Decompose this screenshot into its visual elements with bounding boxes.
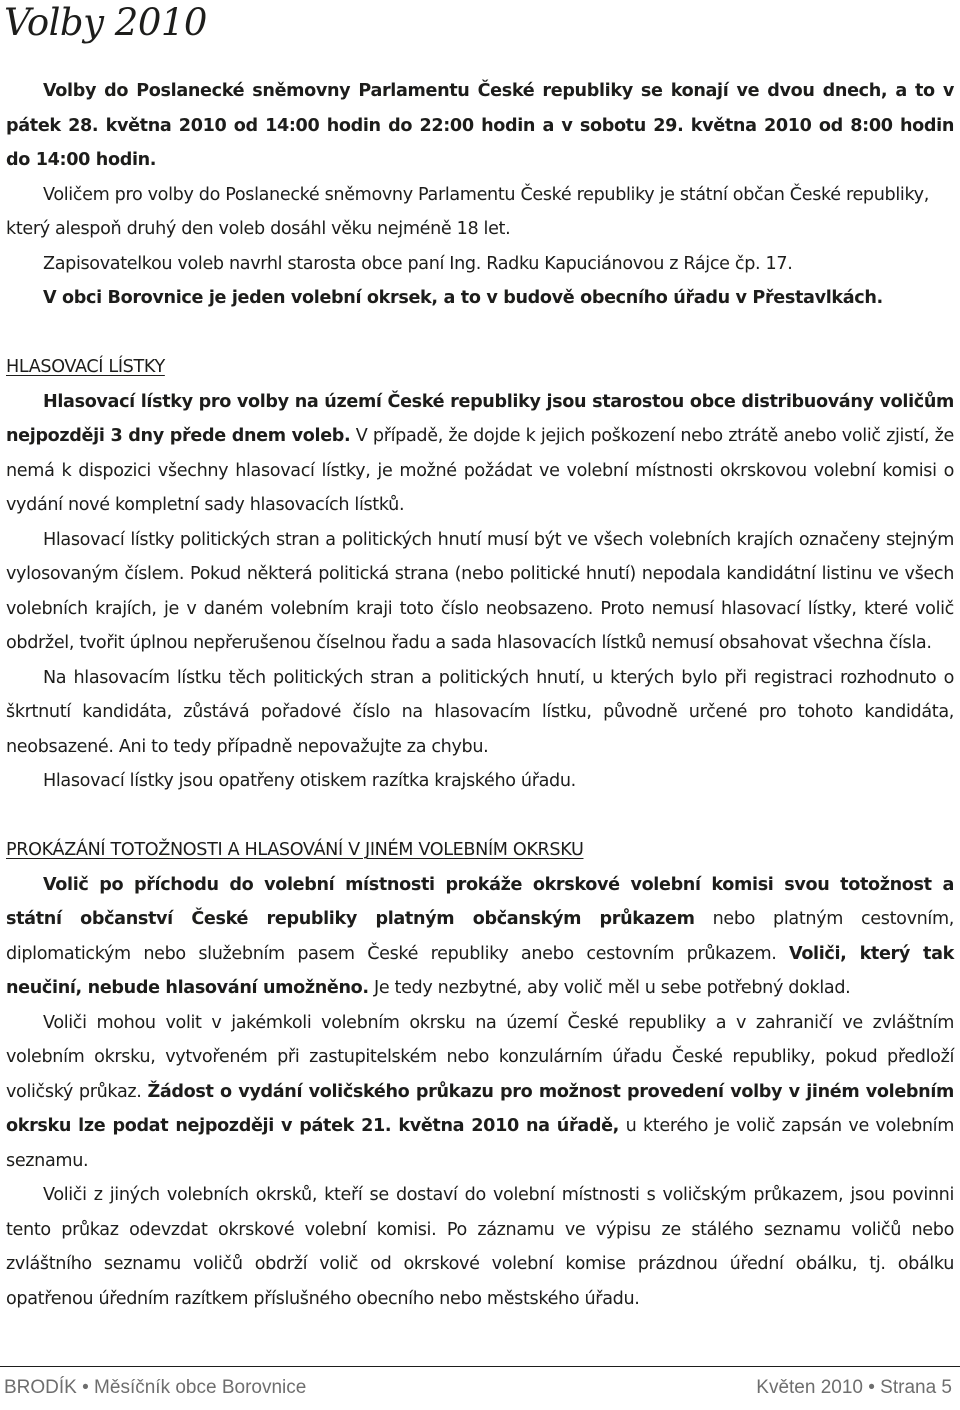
footer-issue-page: Květen 2010 • Strana 5: [756, 1377, 952, 1398]
district-text: V obci Borovnice je jeden volební okrsek, a to v budově obecního úřadu v Přestavlkách.: [43, 288, 883, 308]
footer-divider: [0, 1366, 960, 1367]
ballots-paragraph-distribution: [6, 385, 954, 523]
footer-publication: BRODÍK • Měsíčník obce Borovnice: [4, 1377, 307, 1398]
ballots-distribution-bold: Hlasovací lístky pro volby na území České republiky jsou starostou obce distribuovány voličům nejpozději 3 dny přede dnem voleb.: [6, 391, 954, 446]
ballots-heading: HLASOVACÍ LÍSTKY: [6, 357, 165, 377]
identity-heading: PROKÁZÁNÍ TOTOŽNOSTI A HLASOVÁNÍ V JINÉM VOLEBNÍM OKRSKU: [6, 840, 584, 860]
identity-proof-text: nebo platným cestovním, diplomatickým nebo služebním pasem České republiky anebo cestovním průkazem.: [6, 909, 954, 964]
intro-paragraph-voter: Voličem pro volby do Poslanecké sněmovny Parlamentu České republiky je státní občan České republiky, který alespoň druhý den voleb dosáhl věku nejméně 18 let.: [6, 184, 929, 239]
intro-paragraph-district: [6, 281, 954, 316]
identity-paragraph-voter-card: [6, 1006, 954, 1179]
ballots-paragraph-crossed-out: Na hlasovacím lístku těch politických stran a politických hnutí, u kterých bylo při registraci rozhodnuto o škrtnutí kandidáta, zůstává pořadové číslo na hlasovacím lístku, původně určené pro tohoto kandidáta, neobsazené. Ani to tedy případně nepovažujte za chybu.: [6, 667, 954, 757]
identity-proof-bold: Volič po příchodu do volební místnosti prokáže okrskové volební komisi svou totožnost a státní občanství České republiky platným občanským průkazem: [6, 874, 954, 929]
voter-card-text: Voliči mohou volit v jakémkoli volebním okrsku na území České republiky a v zahraničí ve zvláštním volebním okrsku, vytvořeném při zastupitelském nebo konzulárním úřadu České republiky, pokud předloží voličský průkaz.: [6, 1012, 954, 1102]
article-body: [6, 74, 954, 1316]
intro-paragraph-dates: [6, 74, 954, 178]
identity-document-text: Je tedy nezbytné, aby volič měl u sebe potřebný doklad.: [368, 978, 851, 998]
voter-card-office-text: u kterého je volič zapsán ve volebním seznamu.: [6, 1116, 954, 1171]
ballots-paragraph-stamp: Hlasovací lístky jsou opatřeny otiskem razítka krajského úřadu.: [43, 771, 576, 791]
intro-paragraph-recorder: Zapisovatelkou voleb navrhl starosta obce paní Ing. Radku Kapuciánovou z Rájce čp. 17.: [43, 253, 793, 274]
page-title: Volby 2010: [4, 1, 207, 44]
ballots-paragraph-numbering: Hlasovací lístky politických stran a politických hnutí musí být ve všech volebních krajích označeny stejným vylosovaným číslem. Pokud některá politická strana (nebo politické hnutí) nepodala kandidátní listinu ve všech volebních krajích, je v daném volebním kraji toto číslo neobsazeno. Proto nemusí hlasovací lístky, které volič obdržel, tvořit úplnou nepřerušenou číselnou řadu a sada hlasovacích lístků nemusí obsahovat všechna čísla.: [6, 529, 954, 653]
intro-dates-text: Volby do Poslanecké sněmovny Parlamentu České republiky se konají ve dvou dnech, a to v pátek 28. května 2010 od 14:00 hodin do 22:00 hodin a v sobotu 29. května 2010 od 8:00 hodin do 14:00 hodin.: [6, 81, 954, 170]
identity-paragraph-proof: [6, 868, 954, 1006]
identity-paragraph-other-districts: Voliči z jiných volebních okrsků, kteří se dostaví do volební místnosti s voličským průkazem, jsou povinni tento průkaz odevzdat okrskové volební komisi. Po záznamu ve výpisu ze stálého seznamu voličů nebo zvláštního seznamu voličů obdrží volič od okrskové volební komise prázdnou úřední obálku, tj. obálku opatřenou úředním razítkem příslušného obecního nebo městského úřadu.: [6, 1185, 954, 1309]
identity-refusal-bold: Voliči, který tak neučiní, nebude hlasování umožněno.: [6, 943, 954, 998]
ballots-distribution-text: V případě, že dojde k jejich poškození nebo ztrátě anebo volič zjistí, že nemá k dispozici všechny hlasovací lístky, je možné požádat ve volební místnosti okrskovou volební komisi o vydání nové kompletní sady hlasovacích lístků.: [6, 426, 954, 515]
voter-card-deadline-bold: Žádost o vydání voličského průkazu pro možnost provedení volby v jiném volebním okrsku lze podat nejpozději v pátek 21. května 2010 na úřadě,: [6, 1081, 954, 1136]
page-footer: [4, 1374, 952, 1402]
